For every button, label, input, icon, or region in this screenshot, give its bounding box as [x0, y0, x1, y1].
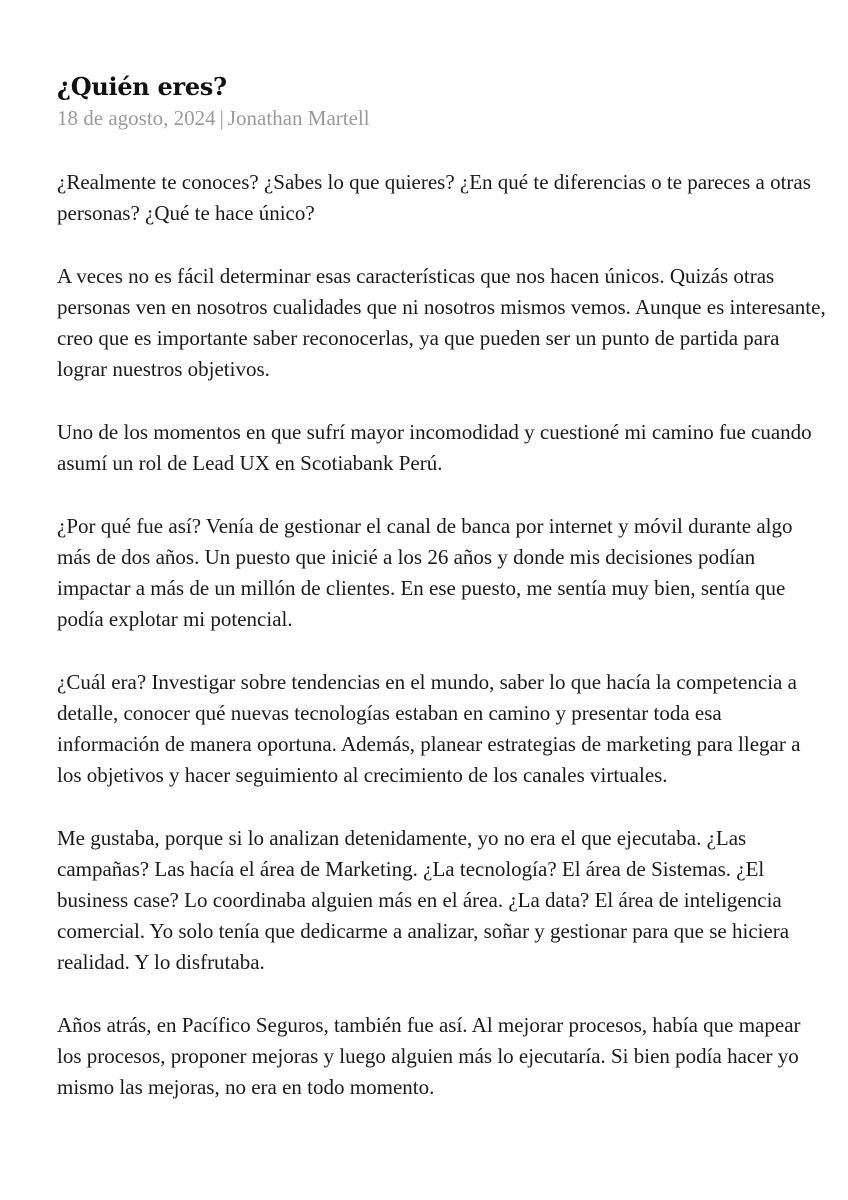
- article-title: ¿Quién eres?: [57, 72, 227, 101]
- paragraph: Me gustaba, porque si lo analizan detenidamente, yo no era el que ejecutaba. ¿Las campañas? Las hacía el área de Marketing. ¿La tecnología? El área de Sistemas. ¿El business case? Lo coordinaba alguien más en el área. ¿La data? El área de inteligencia comercial. Yo solo tenía que dedicarme a analizar, soñar y gestionar para que se hiciera realidad. Y lo disfrutaba.: [57, 826, 790, 974]
- paragraph: ¿Cuál era? Investigar sobre tendencias en el mundo, saber lo que hacía la competencia a detalle, conocer qué nuevas tecnologías estaban en camino y presentar toda esa información de manera oportuna. Además, planear estrategias de marketing para llegar a los objetivos y hacer seguimiento al crecimiento de los canales virtuales.: [57, 670, 801, 787]
- publish-date: 18 de agosto, 2024: [57, 106, 216, 130]
- paragraph: ¿Realmente te conoces? ¿Sabes lo que quieres? ¿En qué te diferencias o te pareces a otras personas? ¿Qué te hace único?: [57, 170, 811, 225]
- article: [57, 70, 827, 1135]
- author-name: Jonathan Martell: [227, 106, 370, 130]
- meta-separator: |: [219, 106, 224, 130]
- paragraph: ¿Por qué fue así? Venía de gestionar el canal de banca por internet y móvil durante algo más de dos años. Un puesto que inicié a los 26 años y donde mis decisiones podían impactar a más de un millón de clientes. En ese puesto, me sentía muy bien, sentía que podía explotar mi potencial.: [57, 514, 793, 631]
- article-meta: [57, 104, 827, 132]
- paragraph: A veces no es fácil determinar esas características que nos hacen únicos. Quizás otras personas ven en nosotros cualidades que ni nosotros mismos vemos. Aunque es interesante, creo que es importante saber reconocerlas, ya que pueden ser un punto de partida para lograr nuestros objetivos.: [57, 264, 826, 381]
- paragraph: Años atrás, en Pacífico Seguros, también fue así. Al mejorar procesos, había que mapear los procesos, proponer mejoras y luego alguien más lo ejecutaría. Si bien podía hacer yo mismo las mejoras, no era en todo momento.: [57, 1013, 801, 1099]
- article-body: [57, 167, 827, 1103]
- paragraph: Uno de los momentos en que sufrí mayor incomodidad y cuestioné mi camino fue cuando asumí un rol de Lead UX en Scotiabank Perú.: [57, 420, 812, 475]
